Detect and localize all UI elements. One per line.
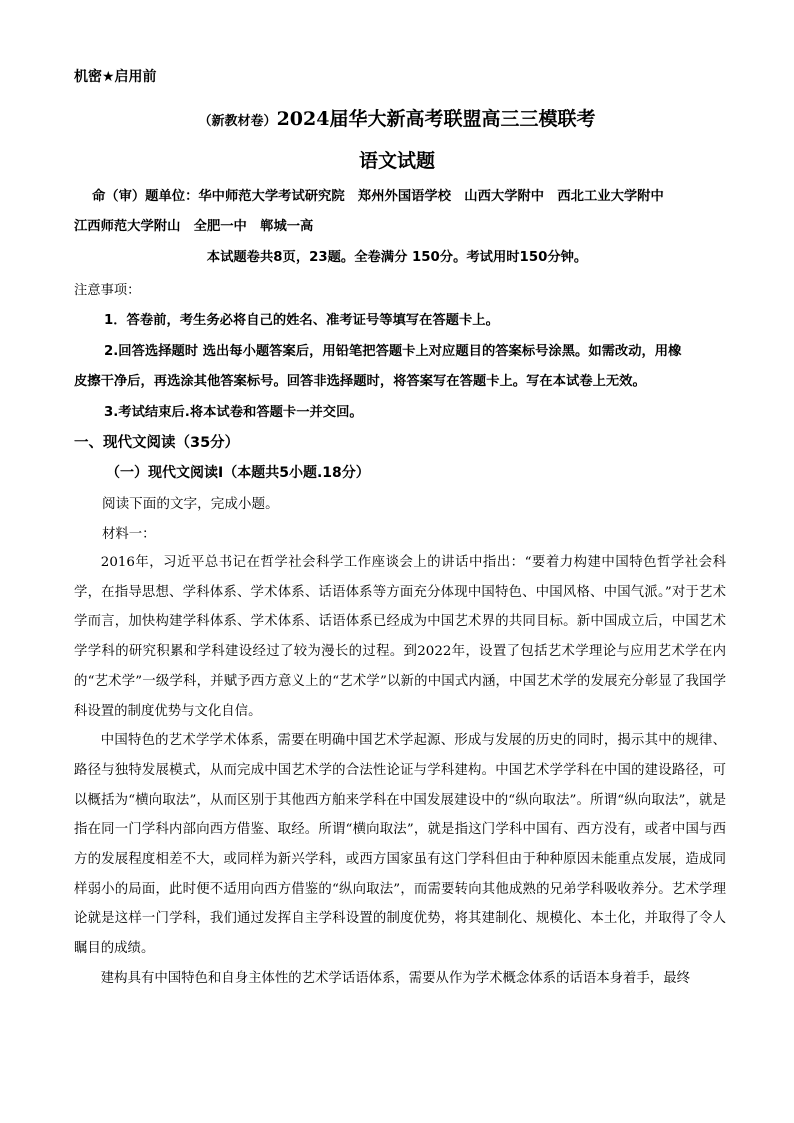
note-item-1: 1．答卷前，考生务必将自己的姓名、准考证号等填写在答题卡上。 [104,313,499,328]
note-item-2: 2.回答选择题时 选出每小题答案后，用铅笔把答题卡上对应题目的答案标号涂黑。如需改动，用橡 [104,344,682,359]
material-label: 材料一： [102,527,156,542]
notes-heading: 注意事项： [74,283,141,298]
confidential-label: 机密★启用前 [74,69,157,85]
passage-paragraph-2: 中国特色的艺术学学术体系，需要在明确中国艺术学起源、形成与发展的历史的同时，揭示其中的规律、路径与独特发展模式，从而完成中国艺术学的合法性论证与学科建构。中国艺术学学科在中国的建设路径，可以概括为“横向取法”，从而区别于其他西方舶来学科在中国发展建设中的“纵向取法”。所谓“纵向取法”，就是指在同一门学科内部向西方借鉴、取经。所谓“横向取法”，就是指这门学科中国有、西方没有，或者中国与西方的发展程度相差不大，或同样为新兴学科，或西方国家虽有这门学科但由于种种原因未能重点发展，造成同样弱小的局面，此时便不适用向西方借鉴的“纵向取法”，而需要转向其他成熟的兄弟学科吸收养分。艺术学理论就是这样一门学科，我们通过发挥自主学科设置的制度优势，将其建制化、规模化、本土化，并取得了令人瞩目的成绩。 [74,733,726,957]
note-item-3: 3.考试结束后.将本试卷和答题卡一并交回。 [104,405,363,420]
exam-info: 本试题卷共8页，23题。全卷满分 150分。考试用时150分钟。 [206,250,588,265]
authors-line-1: 命（审）题单位：华中师范大学考试研究院 郑州外国语学校 山西大学附中 西北工业大学附中 [92,189,664,204]
note-item-2-cont: 皮擦干净后，再选涂其他答案标号。回答非选择题时，将答案写在答题卡上。写在本试卷上无效。 [74,374,646,389]
exam-title [0,104,794,131]
passage-paragraph-1: 2016年，习近平总书记在哲学社会科学工作座谈会上的讲话中指出：“要着力构建中国特色哲学社会科学，在指导思想、学科体系、学术体系、话语体系等方面充分体现中国特色、中国风格、中国气派。”对于艺术学而言，加快构建学科体系、学术体系、话语体系已经成为中国艺术界的共同目标。新中国成立后，中国艺术学学科的研究积累和学科建设经过了较为漫长的过程。到2022年，设置了包括艺术学理论与应用艺术学在内的“艺术学”一级学科，并赋予西方意义上的“艺术学”以新的中国式内涵，中国艺术学的发展充分彰显了我国学科设置的制度优势与文化自信。 [74,555,726,719]
reading-passage [74,548,726,994]
instruction-text: 阅读下面的文字，完成小题。 [102,496,279,512]
section-heading: 一、现代文阅读（35分） [74,435,240,451]
title-prefix: （新教材卷） [198,114,277,129]
title-main: 2024届华大新高考联盟高三三模联考 [276,108,596,130]
exam-subtitle: 语文试题 [358,150,435,172]
passage-paragraph-3: 建构具有中国特色和自身主体性的艺术学话语体系，需要从作为学术概念体系的话语本身着手，最终 [100,970,690,986]
subsection-heading: （一）现代文阅读Ⅰ（本题共5小题.18分） [106,465,370,481]
authors-line-2: 江西师范大学附山 全肥一中 郸城一高 [74,219,314,234]
